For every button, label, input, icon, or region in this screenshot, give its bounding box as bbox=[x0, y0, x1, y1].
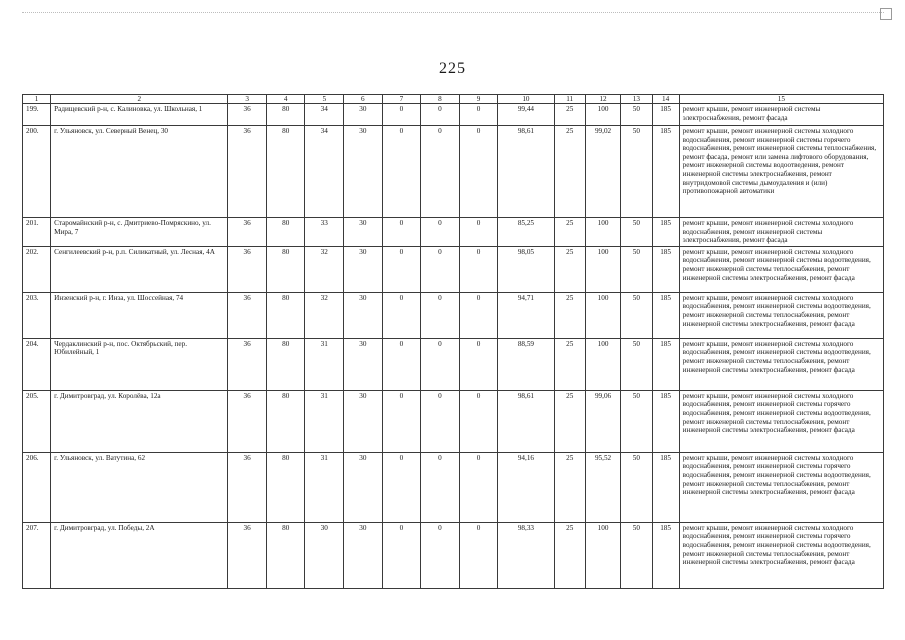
row-value: 36 bbox=[228, 390, 267, 452]
row-value: 185 bbox=[652, 104, 679, 126]
row-value: 88,59 bbox=[498, 338, 554, 390]
row-value: 185 bbox=[652, 390, 679, 452]
table-row bbox=[23, 390, 884, 452]
row-value: 0 bbox=[382, 390, 421, 452]
row-value: 0 bbox=[382, 522, 421, 588]
row-value: 99,02 bbox=[585, 126, 620, 218]
row-works-list: ремонт крыши, ремонт инженерной системы холодного водоснабжения, ремонт инженерной системы водоотведения, ремонт инженерной системы теплоснабжения, ремонт инженерной системы электроснабжения, ремонт фасада bbox=[679, 292, 883, 338]
row-value: 25 bbox=[554, 390, 585, 452]
row-value: 36 bbox=[228, 292, 267, 338]
row-value: 0 bbox=[382, 218, 421, 247]
row-value: 185 bbox=[652, 522, 679, 588]
row-value: 25 bbox=[554, 246, 585, 292]
row-index: 202. bbox=[23, 246, 51, 292]
column-header: 4 bbox=[266, 95, 305, 104]
row-value: 0 bbox=[459, 452, 498, 522]
table-row bbox=[23, 126, 884, 218]
table-row bbox=[23, 246, 884, 292]
row-works-list: ремонт крыши, ремонт инженерной системы электроснабжения, ремонт фасада bbox=[679, 104, 883, 126]
row-value: 50 bbox=[621, 452, 652, 522]
row-value: 80 bbox=[266, 126, 305, 218]
row-value: 185 bbox=[652, 218, 679, 247]
row-index: 206. bbox=[23, 452, 51, 522]
row-value: 50 bbox=[621, 218, 652, 247]
column-header: 10 bbox=[498, 95, 554, 104]
row-value: 36 bbox=[228, 246, 267, 292]
row-value: 100 bbox=[585, 292, 620, 338]
row-value: 34 bbox=[305, 104, 344, 126]
row-value: 80 bbox=[266, 246, 305, 292]
column-number-row bbox=[23, 95, 884, 104]
row-value: 50 bbox=[621, 390, 652, 452]
column-header: 11 bbox=[554, 95, 585, 104]
row-value: 32 bbox=[305, 246, 344, 292]
row-value: 30 bbox=[344, 390, 383, 452]
table-row bbox=[23, 522, 884, 588]
row-value: 100 bbox=[585, 246, 620, 292]
table-header bbox=[23, 95, 884, 104]
row-value: 98,61 bbox=[498, 390, 554, 452]
row-value: 31 bbox=[305, 452, 344, 522]
row-value: 30 bbox=[344, 452, 383, 522]
row-value: 85,25 bbox=[498, 218, 554, 247]
row-value: 95,52 bbox=[585, 452, 620, 522]
row-value: 25 bbox=[554, 218, 585, 247]
row-address: г. Димитровград, ул. Победы, 2А bbox=[51, 522, 228, 588]
row-address: г. Димитровград, ул. Королёва, 12а bbox=[51, 390, 228, 452]
row-value: 0 bbox=[382, 292, 421, 338]
row-value: 50 bbox=[621, 522, 652, 588]
column-header: 7 bbox=[382, 95, 421, 104]
row-value: 30 bbox=[344, 218, 383, 247]
row-value: 30 bbox=[344, 522, 383, 588]
column-header: 1 bbox=[23, 95, 51, 104]
row-value: 100 bbox=[585, 522, 620, 588]
row-address: Сенгилеевский р-н, р.п. Силикатный, ул. Лесная, 4А bbox=[51, 246, 228, 292]
row-value: 25 bbox=[554, 104, 585, 126]
row-index: 203. bbox=[23, 292, 51, 338]
row-value: 100 bbox=[585, 218, 620, 247]
row-value: 30 bbox=[305, 522, 344, 588]
row-value: 0 bbox=[382, 126, 421, 218]
row-value: 94,16 bbox=[498, 452, 554, 522]
row-value: 185 bbox=[652, 126, 679, 218]
table-row bbox=[23, 292, 884, 338]
row-address: г. Ульяновск, ул. Ватутина, 62 bbox=[51, 452, 228, 522]
row-value: 25 bbox=[554, 292, 585, 338]
row-works-list: ремонт крыши, ремонт инженерной системы холодного водоснабжения, ремонт инженерной системы водоотведения, ремонт инженерной системы теплоснабжения, ремонт инженерной системы электроснабжения, ремонт фасада bbox=[679, 338, 883, 390]
row-value: 50 bbox=[621, 104, 652, 126]
row-value: 0 bbox=[421, 292, 460, 338]
row-works-list: ремонт крыши, ремонт инженерной системы холодного водоснабжения, ремонт инженерной системы электроснабжения, ремонт фасада bbox=[679, 218, 883, 247]
row-value: 30 bbox=[344, 338, 383, 390]
page-number: 225 bbox=[439, 60, 466, 77]
row-value: 0 bbox=[421, 522, 460, 588]
table-body bbox=[23, 104, 884, 589]
table-row bbox=[23, 338, 884, 390]
row-value: 0 bbox=[459, 126, 498, 218]
row-works-list: ремонт крыши, ремонт инженерной системы холодного водоснабжения, ремонт инженерной системы горячего водоснабжения, ремонт инженерной системы водоотведения, ремонт инженерной системы теплоснабжения, ремонт инженерной системы электроснабжения, ремонт фасада bbox=[679, 390, 883, 452]
row-value: 30 bbox=[344, 292, 383, 338]
row-value: 50 bbox=[621, 338, 652, 390]
row-address: Инзенский р-н, г. Инза, ул. Шоссейная, 74 bbox=[51, 292, 228, 338]
row-value: 98,61 bbox=[498, 126, 554, 218]
row-works-list: ремонт крыши, ремонт инженерной системы холодного водоснабжения, ремонт инженерной системы горячего водоснабжения, ремонт инженерной системы водоотведения, ремонт инженерной системы теплоснабжения, ремонт инженерной системы электроснабжения, ремонт фасада bbox=[679, 522, 883, 588]
row-value: 98,33 bbox=[498, 522, 554, 588]
row-value: 0 bbox=[421, 246, 460, 292]
row-index: 201. bbox=[23, 218, 51, 247]
row-value: 25 bbox=[554, 338, 585, 390]
table-row bbox=[23, 218, 884, 247]
column-header: 12 bbox=[585, 95, 620, 104]
row-value: 0 bbox=[421, 126, 460, 218]
row-value: 185 bbox=[652, 452, 679, 522]
row-works-list: ремонт крыши, ремонт инженерной системы холодного водоснабжения, ремонт инженерной системы водоотведения, ремонт инженерной системы теплоснабжения, ремонт инженерной системы электроснабжения, ремонт фасада bbox=[679, 246, 883, 292]
row-value: 80 bbox=[266, 338, 305, 390]
row-value: 50 bbox=[621, 292, 652, 338]
row-value: 80 bbox=[266, 292, 305, 338]
row-value: 0 bbox=[382, 452, 421, 522]
row-value: 0 bbox=[459, 246, 498, 292]
row-value: 99,44 bbox=[498, 104, 554, 126]
row-value: 80 bbox=[266, 218, 305, 247]
row-value: 0 bbox=[459, 522, 498, 588]
row-value: 50 bbox=[621, 126, 652, 218]
row-value: 0 bbox=[459, 292, 498, 338]
column-header: 15 bbox=[679, 95, 883, 104]
row-index: 200. bbox=[23, 126, 51, 218]
row-value: 0 bbox=[382, 246, 421, 292]
row-value: 36 bbox=[228, 126, 267, 218]
row-value: 36 bbox=[228, 452, 267, 522]
column-header: 5 bbox=[305, 95, 344, 104]
row-value: 50 bbox=[621, 246, 652, 292]
row-value: 80 bbox=[266, 452, 305, 522]
row-value: 0 bbox=[382, 104, 421, 126]
row-value: 25 bbox=[554, 452, 585, 522]
row-value: 31 bbox=[305, 338, 344, 390]
column-header: 8 bbox=[421, 95, 460, 104]
row-works-list: ремонт крыши, ремонт инженерной системы холодного водоснабжения, ремонт инженерной системы горячего водоснабжения, ремонт инженерной системы водоотведения, ремонт инженерной системы теплоснабжения, ремонт инженерной системы электроснабжения, ремонт фасада bbox=[679, 452, 883, 522]
row-value: 31 bbox=[305, 390, 344, 452]
row-address: г. Ульяновск, ул. Северный Венец, 30 bbox=[51, 126, 228, 218]
row-value: 0 bbox=[382, 338, 421, 390]
row-value: 0 bbox=[459, 104, 498, 126]
row-value: 36 bbox=[228, 104, 267, 126]
row-value: 80 bbox=[266, 522, 305, 588]
row-value: 36 bbox=[228, 338, 267, 390]
row-value: 185 bbox=[652, 292, 679, 338]
corner-box-mark bbox=[880, 8, 892, 20]
row-value: 0 bbox=[421, 452, 460, 522]
row-value: 30 bbox=[344, 246, 383, 292]
row-value: 185 bbox=[652, 338, 679, 390]
row-works-list: ремонт крыши, ремонт инженерной системы холодного водоснабжения, ремонт инженерной системы горячего водоснабжения, ремонт инженерной системы теплоснабжения, ремонт фасада, ремонт или замена лифтового оборудования, ремонт инженерной системы водоотведения, ремонт инженерной системы электроснабжения, ремонт внутридомовой системы дымоудаления и (или) противопожарной автоматики bbox=[679, 126, 883, 218]
row-value: 0 bbox=[459, 390, 498, 452]
row-value: 80 bbox=[266, 104, 305, 126]
row-value: 30 bbox=[344, 104, 383, 126]
table-row bbox=[23, 452, 884, 522]
row-index: 204. bbox=[23, 338, 51, 390]
row-index: 199. bbox=[23, 104, 51, 126]
row-index: 207. bbox=[23, 522, 51, 588]
row-value: 98,05 bbox=[498, 246, 554, 292]
works-table bbox=[22, 94, 884, 589]
column-header: 14 bbox=[652, 95, 679, 104]
row-value: 34 bbox=[305, 126, 344, 218]
row-value: 30 bbox=[344, 126, 383, 218]
row-value: 94,71 bbox=[498, 292, 554, 338]
row-address: Старомайнский р-н, с. Дмитриево-Помряскино, ул. Мира, 7 bbox=[51, 218, 228, 247]
row-value: 99,06 bbox=[585, 390, 620, 452]
row-value: 80 bbox=[266, 390, 305, 452]
row-value: 100 bbox=[585, 338, 620, 390]
table-row bbox=[23, 104, 884, 126]
row-value: 0 bbox=[459, 218, 498, 247]
row-value: 32 bbox=[305, 292, 344, 338]
row-address: Радищевский р-н, с. Калиновка, ул. Школьная, 1 bbox=[51, 104, 228, 126]
row-value: 25 bbox=[554, 126, 585, 218]
row-value: 100 bbox=[585, 104, 620, 126]
column-header: 9 bbox=[459, 95, 498, 104]
row-value: 0 bbox=[421, 218, 460, 247]
row-value: 25 bbox=[554, 522, 585, 588]
row-value: 33 bbox=[305, 218, 344, 247]
row-value: 185 bbox=[652, 246, 679, 292]
row-address: Чердаклинский р-н, пос. Октябрьский, пер. Юбилейный, 1 bbox=[51, 338, 228, 390]
row-index: 205. bbox=[23, 390, 51, 452]
column-header: 2 bbox=[51, 95, 228, 104]
page-top-rule bbox=[22, 12, 884, 13]
row-value: 0 bbox=[459, 338, 498, 390]
row-value: 0 bbox=[421, 104, 460, 126]
row-value: 0 bbox=[421, 390, 460, 452]
row-value: 0 bbox=[421, 338, 460, 390]
column-header: 6 bbox=[344, 95, 383, 104]
column-header: 3 bbox=[228, 95, 267, 104]
row-value: 36 bbox=[228, 522, 267, 588]
row-value: 36 bbox=[228, 218, 267, 247]
column-header: 13 bbox=[621, 95, 652, 104]
